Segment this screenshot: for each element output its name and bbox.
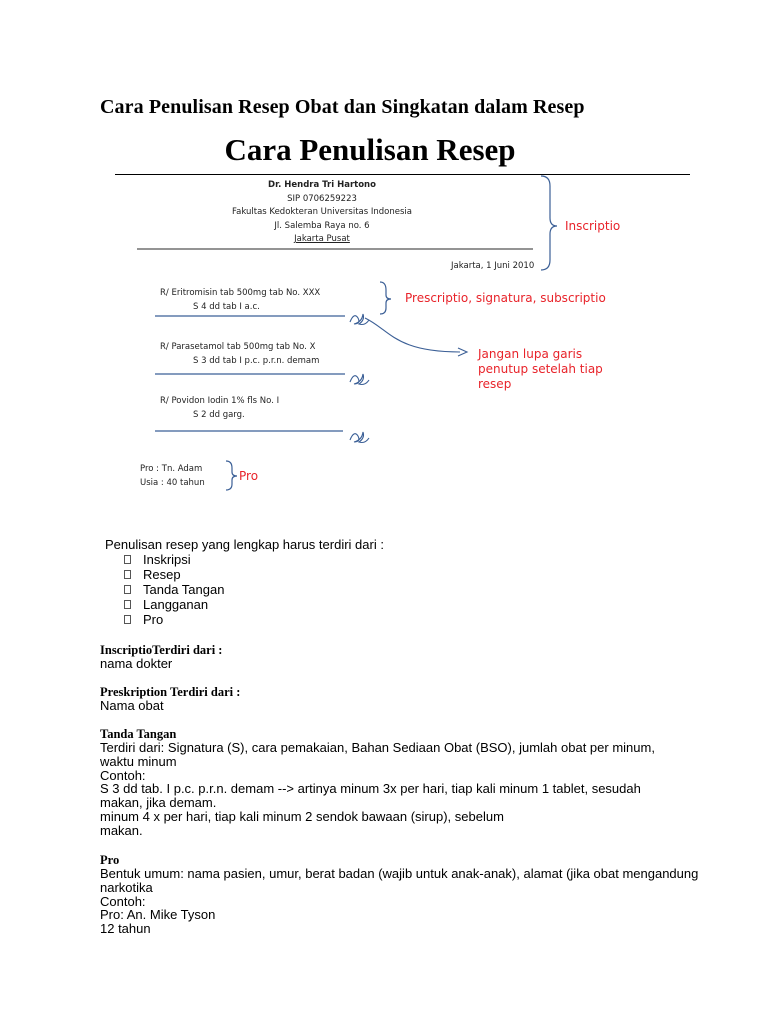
section-line: minum 4 x per hari, tiap kali minum 2 sendok bawaan (sirup), sebelum: [100, 808, 504, 824]
section-line: Nama obat: [100, 698, 164, 713]
checklist-item-label: Langganan: [143, 597, 209, 612]
section-line: Pro: An. Mike Tyson: [100, 907, 216, 923]
section-line: nama dokter: [100, 656, 173, 671]
checkbox-glyph-icon: [124, 615, 131, 624]
label-reminder-2: penutup setelah tiap: [478, 362, 603, 376]
section-preskription: [100, 685, 700, 713]
section-line: 12 tahun: [100, 921, 151, 937]
prescription-date: Jakarta, 1 Juni 2010: [451, 261, 535, 271]
rx3-line1: R/ Povidon Iodin 1% fls No. I: [160, 396, 280, 406]
rx1-paraf: [350, 314, 369, 325]
page-heading: Cara Penulisan Resep Obat dan Singkatan dalam Resep: [100, 96, 585, 118]
checklist-item-label: Resep: [143, 567, 181, 582]
section-heading: InscriptioTerdiri dari :: [100, 643, 223, 657]
doctor-sip: SIP 0706259223: [287, 194, 357, 204]
section-line: Bentuk umum: nama pasien, umur, berat badan (wajib untuk anak-anak), alamat (jika obat mengandung: [100, 866, 699, 881]
checkbox-glyph-icon: [124, 555, 131, 564]
section-pro: [100, 853, 700, 936]
rx2-line2: S 3 dd tab I p.c. p.r.n. demam: [193, 356, 320, 366]
pro-patient: Pro : Tn. Adam: [140, 464, 203, 474]
doctor-faculty: Fakultas Kedokteran Universitas Indonesia: [232, 207, 412, 217]
checklist-item: [124, 597, 224, 612]
label-inscriptio: Inscriptio: [565, 219, 621, 233]
checkbox-glyph-icon: [124, 600, 131, 609]
section-line: Contoh:: [100, 767, 146, 783]
inscriptio-bracket: [541, 176, 557, 270]
checklist-item: [124, 612, 224, 627]
label-pro: Pro: [239, 469, 259, 483]
section-heading: Tanda Tangan: [100, 727, 177, 741]
rx1-line2: S 4 dd tab I a.c.: [193, 302, 260, 312]
label-prescriptio: Prescriptio, signatura, subscriptio: [405, 291, 606, 305]
rx3-paraf: [350, 432, 369, 443]
rx3-line2: S 2 dd garg.: [193, 410, 245, 420]
label-reminder-1: Jangan lupa garis: [478, 347, 583, 361]
section-inscriptio: [100, 643, 700, 671]
section-line: Terdiri dari: Signatura (S), cara pemakaian, Bahan Sediaan Obat (BSO), jumlah obat per minum,: [100, 740, 655, 755]
intro-text: Penulisan resep yang lengkap harus terdiri dari :: [105, 537, 384, 552]
checklist-item: [124, 582, 224, 597]
checkbox-glyph-icon: [124, 570, 131, 579]
section-line: narkotika: [100, 879, 153, 895]
rx2-line1: R/ Parasetamol tab 500mg tab No. X: [160, 342, 316, 352]
pro-bracket: [226, 461, 237, 490]
section-heading: Preskription Terdiri dari :: [100, 685, 241, 699]
checklist-item: [124, 567, 224, 582]
reminder-arrow: [365, 318, 460, 352]
rx2-paraf: [350, 374, 369, 385]
section-line: makan, jika demam.: [100, 795, 217, 811]
section-line: makan.: [100, 822, 143, 838]
checklist-item-label: Inskripsi: [143, 552, 191, 567]
section-line: Contoh:: [100, 893, 146, 909]
checklist: [124, 552, 224, 627]
section-line: S 3 dd tab. I p.c. p.r.n. demam --> artinya minum 3x per hari, tiap kali minum 1 tablet, sesudah: [100, 781, 641, 797]
checklist-item-label: Tanda Tangan: [143, 582, 225, 597]
checklist-item: [124, 552, 224, 567]
pro-age: Usia : 40 tahun: [140, 478, 205, 488]
prescriptio-bracket: [380, 282, 391, 314]
document-title: Cara Penulisan Resep: [224, 132, 516, 167]
figure-lines: [0, 0, 768, 510]
section-heading: Pro: [100, 853, 120, 867]
doctor-name: Dr. Hendra Tri Hartono: [268, 180, 376, 190]
checkbox-glyph-icon: [124, 585, 131, 594]
doctor-address: Jl. Salemba Raya no. 6: [274, 221, 370, 231]
checklist-item-label: Pro: [143, 612, 164, 627]
doctor-city: Jakarta Pusat: [294, 234, 350, 244]
prescription-example-figure: [0, 0, 768, 510]
rx1-line1: R/ Eritromisin tab 500mg tab No. XXX: [160, 288, 321, 298]
section-line: waktu minum: [100, 753, 177, 769]
section-tanda-tangan: [100, 727, 700, 838]
label-reminder-3: resep: [478, 377, 512, 391]
